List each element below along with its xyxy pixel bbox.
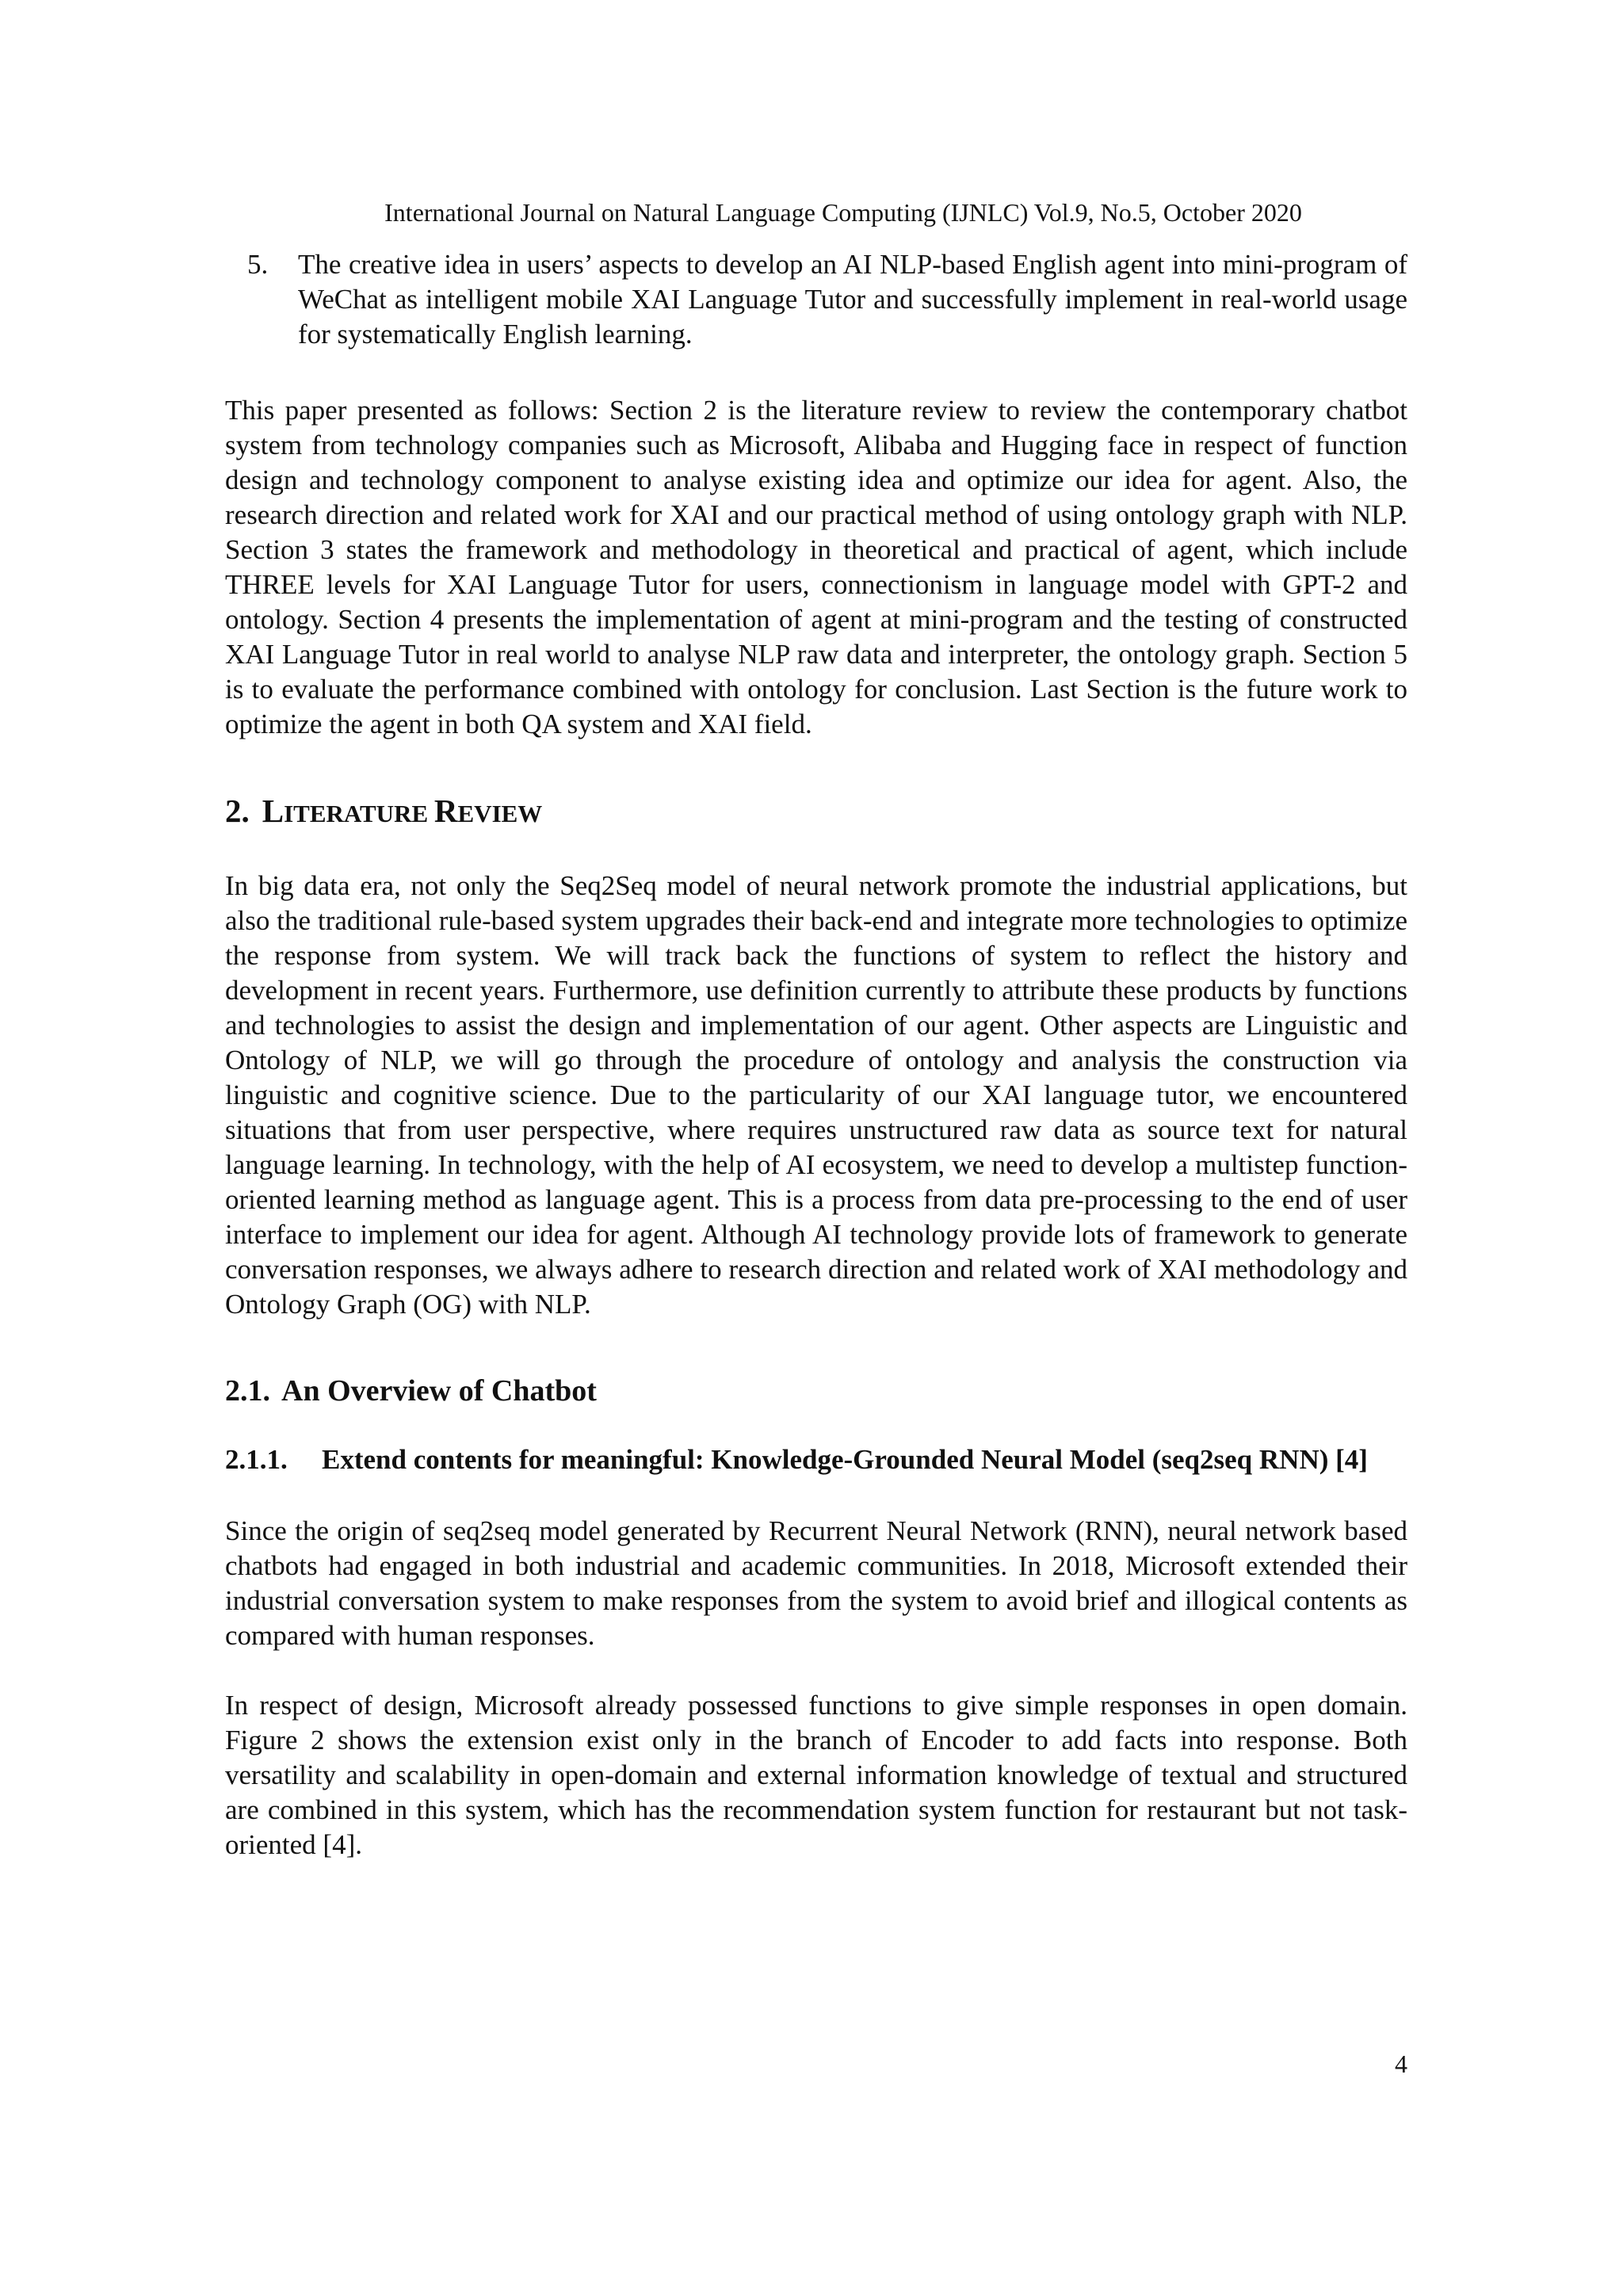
literature-review-paragraph: In big data era, not only the Seq2Seq model of neural network promote the industrial applications, but also the traditional rule-based system upgrades their back-end and integrate more technologies to optimize the response from system. We will track back the functions of system to reflect the history and development in recent years. Furthermore, use definition currently to attribute these products by functions and technologies to assist the design and implementation of our agent. Other aspects are Linguistic and Ontology of NLP, we will go through the procedure of ontology and analysis the construction via linguistic and cognitive science. Due to the particularity of our XAI language tutor, we encountered situations that from user perspective, where requires unstructured raw data as source text for natural language learning. In technology, with the help of AI ecosystem, we need to develop a multistep function-oriented learning method as language agent. This is a process from data pre-processing to the end of user interface to implement our idea for agent. Although AI technology provide lots of framework to generate conversation responses, we always adhere to research direction and related work of XAI methodology and Ontology Graph (OG) with NLP.: [225, 870, 1407, 1320]
section-heading-literature-review: [225, 791, 1407, 834]
subsubsection-number: 2.1.1.: [225, 1444, 288, 1475]
running-header: International Journal on Natural Language Computing (IJNLC) Vol.9, No.5, October 2020: [384, 198, 1302, 227]
subsubsection-heading: [225, 1442, 1407, 1477]
contribution-list-item: [225, 247, 1407, 352]
section-title-part: EVIEW: [457, 800, 543, 827]
subsection-heading-overview: [225, 1373, 1407, 1409]
section-title-part: ITERATURE: [284, 800, 434, 827]
body-paragraph: In respect of design, Microsoft already possessed functions to give simple responses in open domain. Figure 2 shows the extension exist only in the branch of Encoder to add facts into response. Both versatility and scalability in open-domain and external information knowledge of textual and structured are combined in this system, which has the recommendation system function for restaurant but not task-oriented [4].: [225, 1690, 1407, 1860]
subsection-number: 2.1.: [225, 1374, 270, 1408]
page-content: [225, 247, 1407, 1897]
section-title-part: L: [262, 793, 285, 829]
list-item-text: The creative idea in users’ aspects to develop an AI NLP-based English agent into mini-program of WeChat as intelligent mobile XAI Language Tutor and successfully implement in real-world usage for systematically English learning.: [298, 249, 1407, 350]
intro-paragraph: This paper presented as follows: Section 2 is the literature review to review the contemporary chatbot system from technology companies such as Microsoft, Alibaba and Hugging face in respect of function design and technology component to analyse existing idea and optimize our idea for agent. Also, the research direction and related work for XAI and our practical method of using ontology graph with NLP. Section 3 states the framework and methodology in theoretical and practical of agent, which include THREE levels for XAI Language Tutor for users, connectionism in language model with GPT-2 and ontology. Section 4 presents the implementation of agent at mini-program and the testing of constructed XAI Language Tutor in real world to analyse NLP raw data and interpreter, the ontology graph. Section 5 is to evaluate the performance combined with ontology for conclusion. Last Section is the future work to optimize the agent in both QA system and XAI field.: [225, 395, 1407, 739]
list-item-number: 5.: [247, 249, 269, 280]
subsubsection-title: Extend contents for meaningful: Knowledge-Grounded Neural Model (seq2seq RNN) [4]: [322, 1444, 1368, 1475]
section-number: 2.: [225, 793, 250, 829]
section-title-part: R: [433, 793, 458, 829]
body-paragraph: Since the origin of seq2seq model generated by Recurrent Neural Network (RNN), neural network based chatbots had engaged in both industrial and academic communities. In 2018, Microsoft extended their industrial conversation system to make responses from the system to avoid brief and illogical contents as compared with human responses.: [225, 1515, 1407, 1651]
subsection-title: An Overview of Chatbot: [281, 1374, 597, 1408]
page-number: 4: [1395, 2050, 1407, 2078]
